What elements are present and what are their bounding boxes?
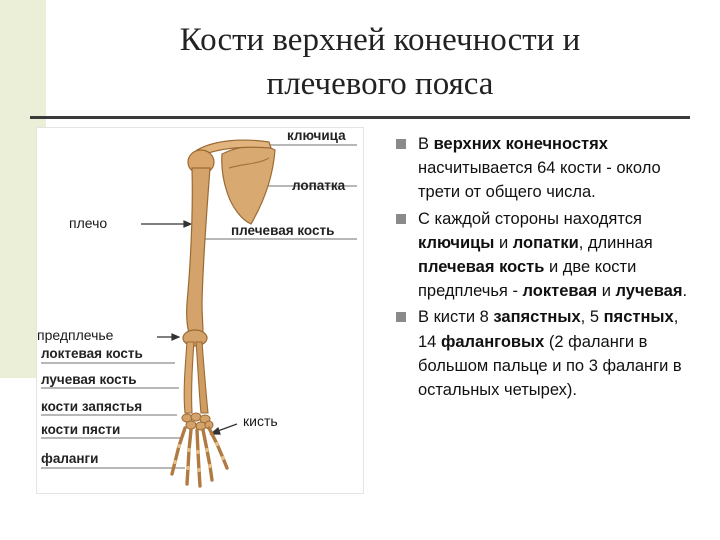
- label-scapula: лопатка: [292, 178, 346, 193]
- bullet-square-icon: [396, 139, 406, 149]
- ulna-bone: [184, 342, 194, 413]
- title-line-2: плечевого пояса: [266, 66, 494, 102]
- label-forearm: предплечье: [37, 327, 114, 343]
- bullet-square-icon: [396, 312, 406, 322]
- label-radius: лучевая кость: [41, 372, 137, 387]
- title-divider: [30, 116, 690, 119]
- bullet-item: В кисти 8 запястных, 5 пястных, 14 фаланговых (2 фаланги в большом пальце и по 3 фаланги в остальных четырех).: [396, 305, 696, 402]
- radius-bone: [196, 342, 208, 413]
- label-carpal: кости запястья: [41, 399, 143, 414]
- label-hand: кисть: [243, 413, 278, 429]
- humerus-bone: [187, 168, 210, 333]
- label-phalanges: фаланги: [41, 451, 99, 466]
- bullet-item: В верхних конечностях насчитывается 64 кости - около трети от общего числа.: [396, 132, 696, 205]
- label-shoulder: плечо: [69, 215, 108, 231]
- scapula-bone: [222, 146, 275, 224]
- slide-title: [110, 18, 650, 106]
- title-line-1: Кости верхней конечности и: [179, 22, 581, 58]
- label-humerus: плечевая кость: [231, 223, 335, 238]
- bullet-item: С каждой стороны находятся ключицы и лопатки, длинная плечевая кость и две кости предплечья - локтевая и лучевая.: [396, 207, 696, 304]
- hand-bones: [172, 428, 227, 486]
- label-clavicle: ключица: [287, 128, 346, 143]
- bullet-square-icon: [396, 214, 406, 224]
- bullet-list: [396, 132, 696, 404]
- label-ulna: локтевая кость: [41, 346, 143, 361]
- label-metacarpal: кости пясти: [41, 422, 121, 437]
- arm-skeleton-figure: [36, 127, 364, 494]
